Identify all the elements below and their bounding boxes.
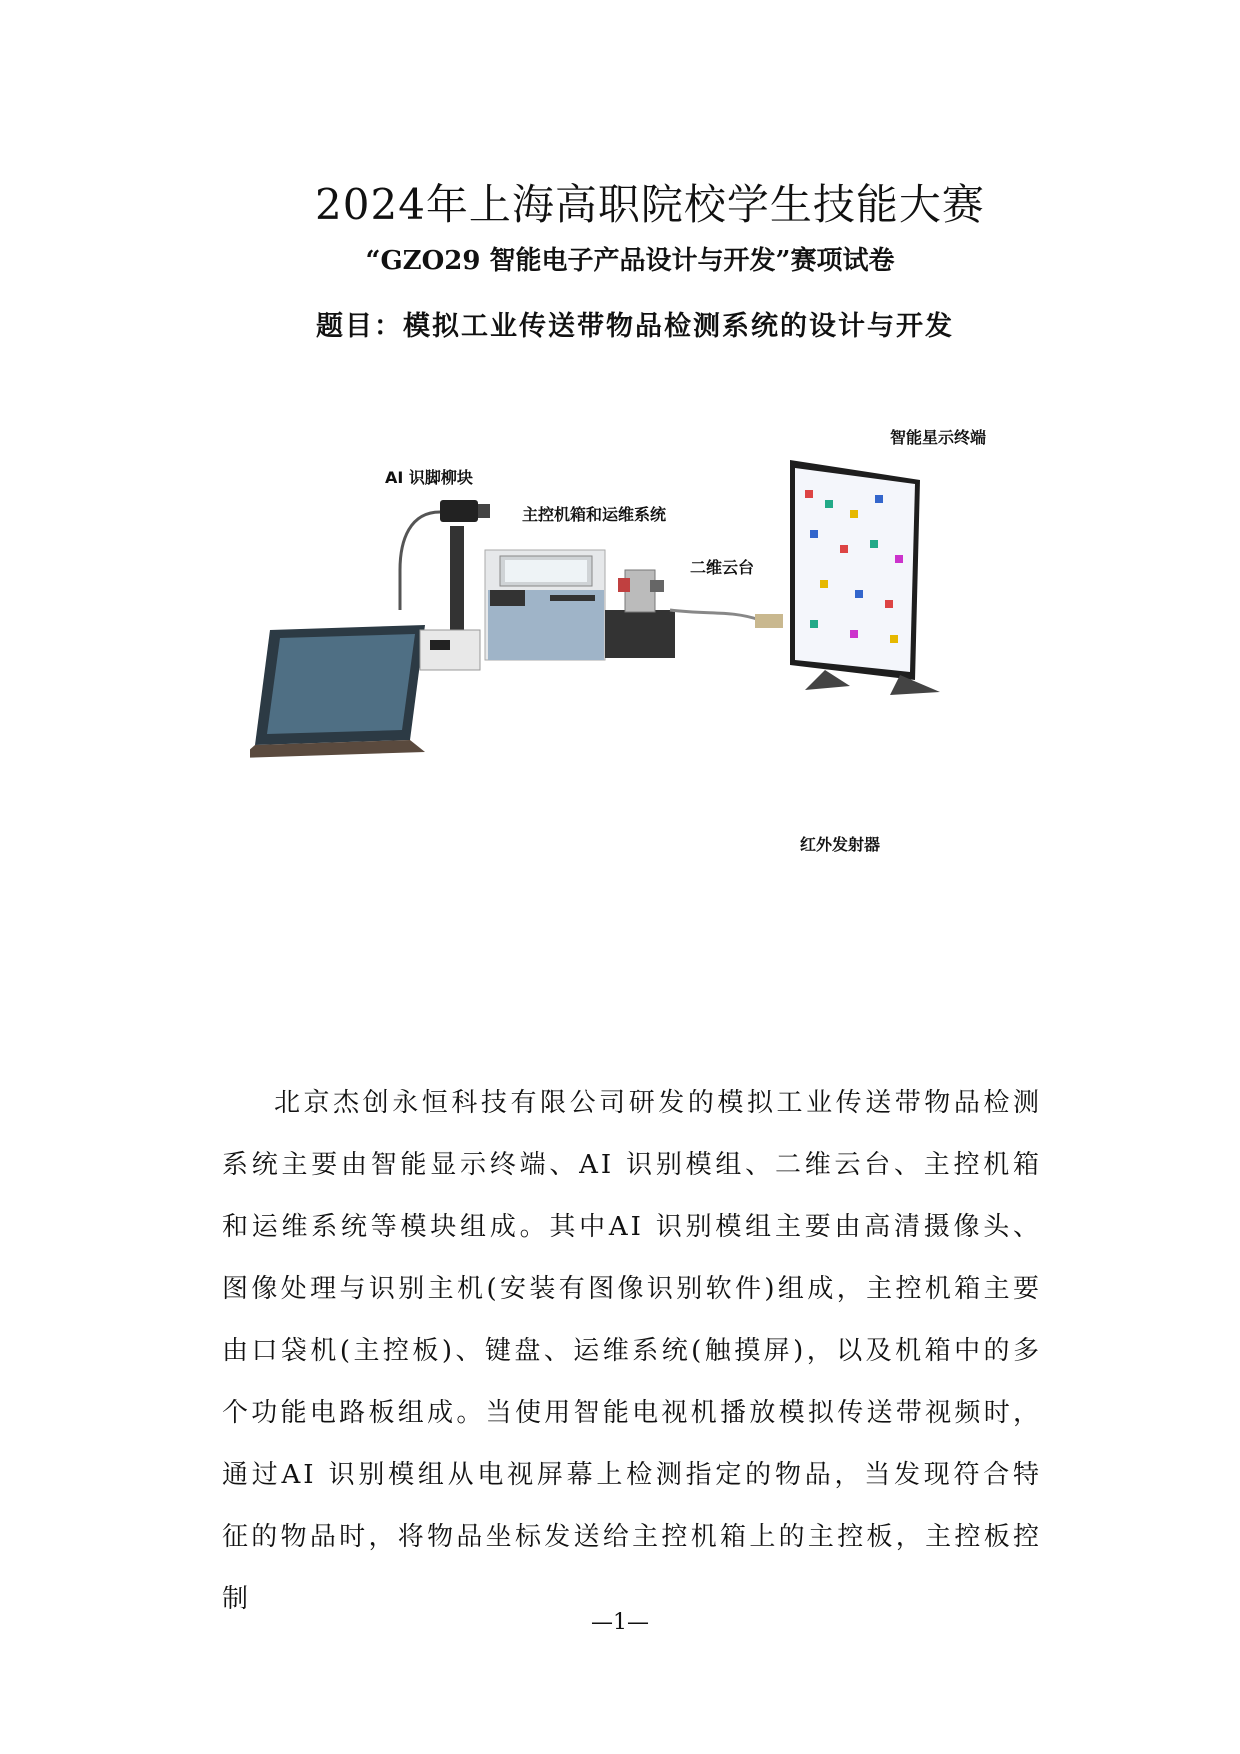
label-gimbal: 二维云台 <box>690 558 755 577</box>
body-text <box>222 1072 1042 1630</box>
body-paragraph: 北京杰创永恒科技有限公司研发的模拟工业传送带物品检测系统主要由智能显示终端、AI 识别模组、二维云台、主控机箱和运维系统等模块组成。其中AI 识别模组主要由高清摄像头、图像处理与识别主机(安装有图像识别软件)组成，主控机箱主要由口袋机(主控板)、键盘、运维系统(触摸屏)，以及机箱中的多个功能电路板组成。当使用智能电视机播放模拟传送带视频时，通过AI 识别模组从电视屏幕上检测指定的物品，当发现符合特征的物品时，将物品坐标发送给主控机箱上的主控板，主控板控制 <box>222 1088 1042 1614</box>
gimbal-illustration <box>605 570 675 658</box>
document-subtitle: “GZO29 智能电子产品设计与开发”赛项试卷 <box>365 246 895 276</box>
label-display-terminal: 智能星示终端 <box>890 428 987 447</box>
ir-emitter-illustration <box>670 610 783 628</box>
system-figure <box>250 428 1060 880</box>
document-title: 2024年上海高职院校学生技能大赛 <box>315 180 985 229</box>
label-main-chassis: 主控机箱和运维系统 <box>522 505 667 524</box>
label-ir-emitter: 红外发射器 <box>800 835 881 854</box>
laptop-illustration <box>250 625 425 758</box>
chassis-illustration <box>485 550 605 660</box>
tv-illustration <box>790 460 940 695</box>
page-number: —1— <box>591 1610 649 1635</box>
label-ai-module: AI 识脚柳块 <box>385 468 473 487</box>
document-topic: 题目：模拟工业传送带物品检测系统的设计与开发 <box>316 311 954 342</box>
